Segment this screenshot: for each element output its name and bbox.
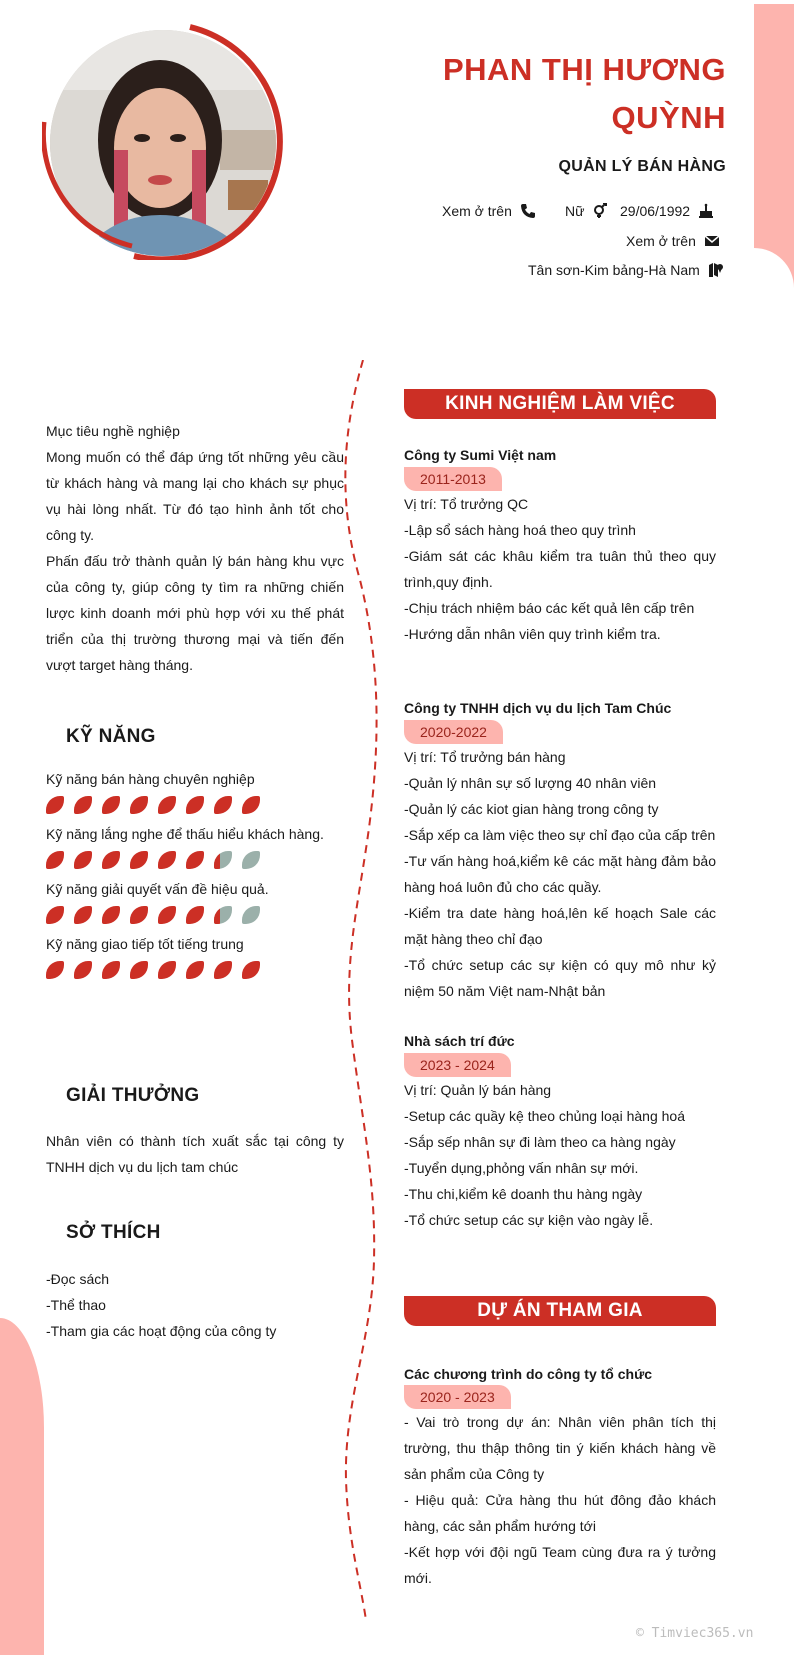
skill-name: Kỹ năng bán hàng chuyên nghiệp (46, 771, 255, 787)
job-detail-line: -Tư vấn hàng hoá,kiểm kê các mặt hàng đảm bảo hàng hoá luôn đủ cho các quầy. (404, 853, 716, 895)
rating-leaf (74, 851, 92, 869)
phone-icon (520, 203, 536, 219)
job-detail-line: -Quản lý các kiot gian hàng trong công ty (404, 801, 659, 817)
rating-leaf (242, 796, 260, 814)
full-name: PHAN THỊ HƯƠNG QUỲNH (442, 52, 726, 135)
job-company: Công ty TNHH dịch vụ du lịch Tam Chúc (404, 700, 672, 716)
rating-leaf (46, 796, 64, 814)
contact-gender (565, 203, 608, 219)
projects-heading: DỰ ÁN THAM GIA (404, 1296, 716, 1326)
job-detail-line: -Setup các quầy kệ theo chủng loại hàng hoá (404, 1108, 685, 1124)
job-company: Công ty Sumi Việt nam (404, 447, 557, 463)
job-detail-line: Vị trí: Tổ trưởng QC (404, 496, 529, 512)
rating-leaf (130, 796, 148, 814)
project-detail-line: - Hiệu quả: Cửa hàng thu hút đông đảo khách hàng, các sản phẩm hướng tới (404, 1492, 716, 1534)
rating-leaf (74, 961, 92, 979)
rating-leaf (102, 906, 120, 924)
job-details (404, 744, 716, 1004)
job-details (404, 1077, 716, 1233)
job-detail-line: -Kiểm tra date hàng hoá,lên kế hoạch Sale các mặt hàng theo chỉ đạo (404, 905, 716, 947)
job-period: 2020-2022 (404, 720, 503, 744)
project-detail-line: - Vai trò trong dự án: Nhân viên phân tích thị trường, thu thập thông tin ý kiến khách hàng về sản phẩm của Công ty (404, 1414, 716, 1482)
rating-leaf (242, 961, 260, 979)
hobbies-heading: SỞ THÍCH (66, 1222, 161, 1243)
hobbies-list (46, 1266, 344, 1344)
gender-icon (592, 203, 608, 219)
skill-rating (46, 906, 260, 924)
envelope-icon (704, 233, 720, 249)
skills-heading: KỸ NĂNG (66, 726, 156, 747)
job-detail-line: -Tổ chức setup các sự kiện có quy mô như kỷ niệm 50 năm Việt nam-Nhật bản (404, 957, 716, 999)
skill-rating (46, 851, 260, 869)
job-detail-line: -Quản lý nhân sự số lượng 40 nhân viên (404, 775, 657, 791)
birthday-value: 29/06/1992 (620, 203, 691, 219)
rating-leaf (158, 851, 176, 869)
rating-leaf (74, 796, 92, 814)
job-detail-line: -Hướng dẫn nhân viên quy trình kiểm tra. (404, 626, 661, 642)
phone-value: Xem ở trên (442, 203, 512, 219)
skill-name: Kỹ năng lắng nghe để thấu hiểu khách hàng. (46, 826, 324, 842)
contact-birthday (620, 203, 714, 219)
contact-email (626, 233, 720, 249)
project-detail-line: -Kết hợp với đội ngũ Team cùng đưa ra ý tưởng mới. (404, 1544, 716, 1586)
job-details (404, 491, 716, 647)
rating-leaf (102, 851, 120, 869)
rating-leaf (46, 961, 64, 979)
job-period: 2011-2013 (404, 467, 502, 491)
contact-phone (442, 203, 536, 219)
rating-leaf (186, 961, 204, 979)
experience-heading: KINH NGHIỆM LÀM VIỆC (404, 389, 716, 419)
contact-address (528, 262, 724, 278)
skill-rating (46, 796, 260, 814)
objective-paragraph-1: Mong muốn có thể đáp ứng tốt những yêu cầu từ khách hàng và mang lại cho khách sự phục vụ hài lòng nhất. Từ đó tạo hình ảnh tốt cho công ty. (46, 449, 344, 543)
skill-rating (46, 961, 260, 979)
job-company: Nhà sách trí đức (404, 1033, 515, 1049)
avatar-ring (42, 24, 286, 260)
job-detail-line: -Giám sát các khâu kiểm tra tuân thủ theo quy trình,quy định. (404, 548, 716, 590)
job-detail-line: -Tổ chức setup các sự kiện vào ngày lễ. (404, 1212, 654, 1228)
avatar (42, 24, 286, 260)
watermark: © Timviec365.vn (636, 1626, 754, 1641)
project-name: Các chương trình do công ty tổ chức (404, 1366, 653, 1382)
rating-leaf (158, 796, 176, 814)
awards-heading: GIẢI THƯỞNG (66, 1085, 200, 1106)
gender-value: Nữ (565, 203, 585, 219)
hobby-item: -Đọc sách (46, 1271, 110, 1287)
rating-leaf (214, 796, 232, 814)
rating-leaf (130, 906, 148, 924)
hobby-item: -Thể thao (46, 1297, 106, 1313)
rating-leaf (130, 961, 148, 979)
rating-leaf (158, 961, 176, 979)
rating-leaf (102, 796, 120, 814)
rating-leaf-empty (242, 851, 260, 869)
award-text: Nhân viên có thành tích xuất sắc tại công ty TNHH dịch vụ du lịch tam chúc (46, 1133, 344, 1175)
rating-leaf-empty (242, 906, 260, 924)
skill-name: Kỹ năng giao tiếp tốt tiếng trung (46, 936, 244, 952)
career-objective (46, 418, 344, 678)
email-value: Xem ở trên (626, 233, 696, 249)
map-icon (708, 262, 724, 278)
rating-leaf (46, 851, 64, 869)
rating-leaf (46, 906, 64, 924)
rating-leaf-partial (214, 906, 232, 924)
objective-label: Mục tiêu nghề nghiệp (46, 423, 180, 439)
job-detail-line: -Sắp sếp nhân sự đi làm theo ca hàng ngày (404, 1134, 676, 1150)
rating-leaf (186, 796, 204, 814)
job-period: 2023 - 2024 (404, 1053, 511, 1077)
rating-leaf (102, 961, 120, 979)
rating-leaf (158, 906, 176, 924)
rating-leaf-partial (214, 851, 232, 869)
job-detail-line: -Lập sổ sách hàng hoá theo quy trình (404, 522, 636, 538)
job-detail-line: Vị trí: Tổ trưởng bán hàng (404, 749, 566, 765)
job-detail-line: -Tuyển dụng,phỏng vấn nhân sự mới. (404, 1160, 639, 1176)
rating-leaf (186, 906, 204, 924)
skill-name: Kỹ năng giải quyết vấn đề hiệu quả. (46, 881, 269, 897)
job-detail-line: -Chịu trách nhiệm báo các kết quả lên cấp trên (404, 600, 695, 616)
rating-leaf (130, 851, 148, 869)
project-details (404, 1409, 716, 1591)
rating-leaf (214, 961, 232, 979)
position-title: QUẢN LÝ BÁN HÀNG (558, 158, 726, 175)
cake-icon (698, 203, 714, 219)
rating-leaf (186, 851, 204, 869)
job-detail-line: -Thu chi,kiểm kê doanh thu hàng ngày (404, 1186, 643, 1202)
corner-decoration-bottom-left (0, 1318, 44, 1655)
hobby-item: -Tham gia các hoạt động của công ty (46, 1323, 277, 1339)
objective-paragraph-2: Phấn đấu trở thành quản lý bán hàng khu vực của công ty, giúp công ty tìm ra những chiến lược kinh doanh mới phù hợp với xu thế phát triển của thị trường thương mại và tiến đến vượt target hàng tháng. (46, 553, 344, 673)
address-value: Tân sơn-Kim bảng-Hà Nam (528, 262, 700, 278)
project-period: 2020 - 2023 (404, 1385, 511, 1409)
corner-decoration-top-right (754, 4, 794, 288)
job-detail-line: Vị trí: Quản lý bán hàng (404, 1082, 552, 1098)
rating-leaf (74, 906, 92, 924)
job-detail-line: -Sắp xếp ca làm việc theo sự chỉ đạo của cấp trên (404, 827, 716, 843)
